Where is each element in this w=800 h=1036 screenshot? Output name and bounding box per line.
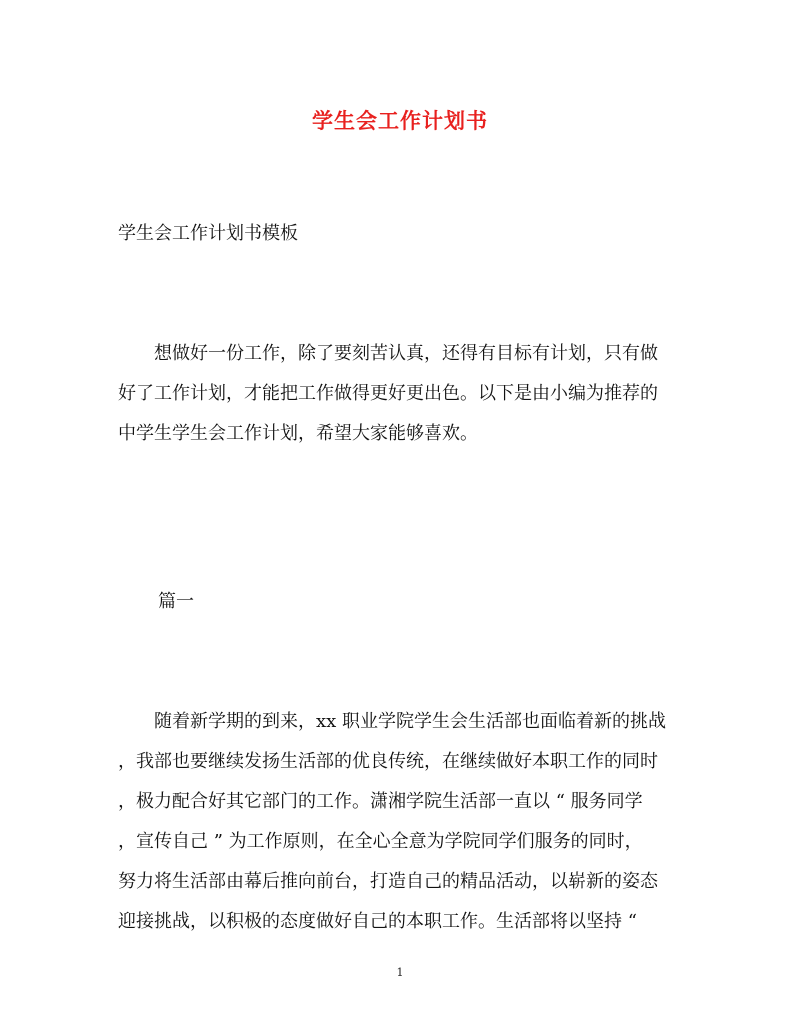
body-line: ，极力配合好其它部门的工作。潇湘学院生活部一直以 “ 服务同学 bbox=[118, 791, 643, 812]
document-subtitle: 学生会工作计划书模板 bbox=[118, 223, 298, 244]
intro-line: 好了工作计划，才能把工作做得更好更出色。以下是由小编为推荐的 bbox=[118, 383, 658, 404]
page-number: 1 bbox=[396, 966, 404, 979]
document-title: 学生会工作计划书 bbox=[312, 108, 488, 133]
intro-line: 想做好一份工作，除了要刻苦认真，还得有目标有计划，只有做 bbox=[118, 343, 658, 364]
section-heading: 篇一 bbox=[158, 591, 194, 612]
body-line: ，宣传自己 ” 为工作原则，在全心全意为学院同学们服务的同时， bbox=[118, 831, 643, 852]
body-line: 迎接挑战，以积极的态度做好自己的本职工作。生活部将以坚持 “ bbox=[118, 911, 637, 932]
intro-line: 中学生学生会工作计划，希望大家能够喜欢。 bbox=[118, 423, 478, 444]
body-line: ，我部也要继续发扬生活部的优良传统，在继续做好本职工作的同时 bbox=[118, 751, 658, 772]
body-line: 努力将生活部由幕后推向前台，打造自己的精品活动，以崭新的姿态 bbox=[118, 871, 658, 892]
body-paragraph bbox=[118, 702, 678, 942]
body-line: 随着新学期的到来，xx 职业学院学生会生活部也面临着新的挑战 bbox=[118, 711, 667, 732]
intro-paragraph bbox=[118, 334, 678, 454]
